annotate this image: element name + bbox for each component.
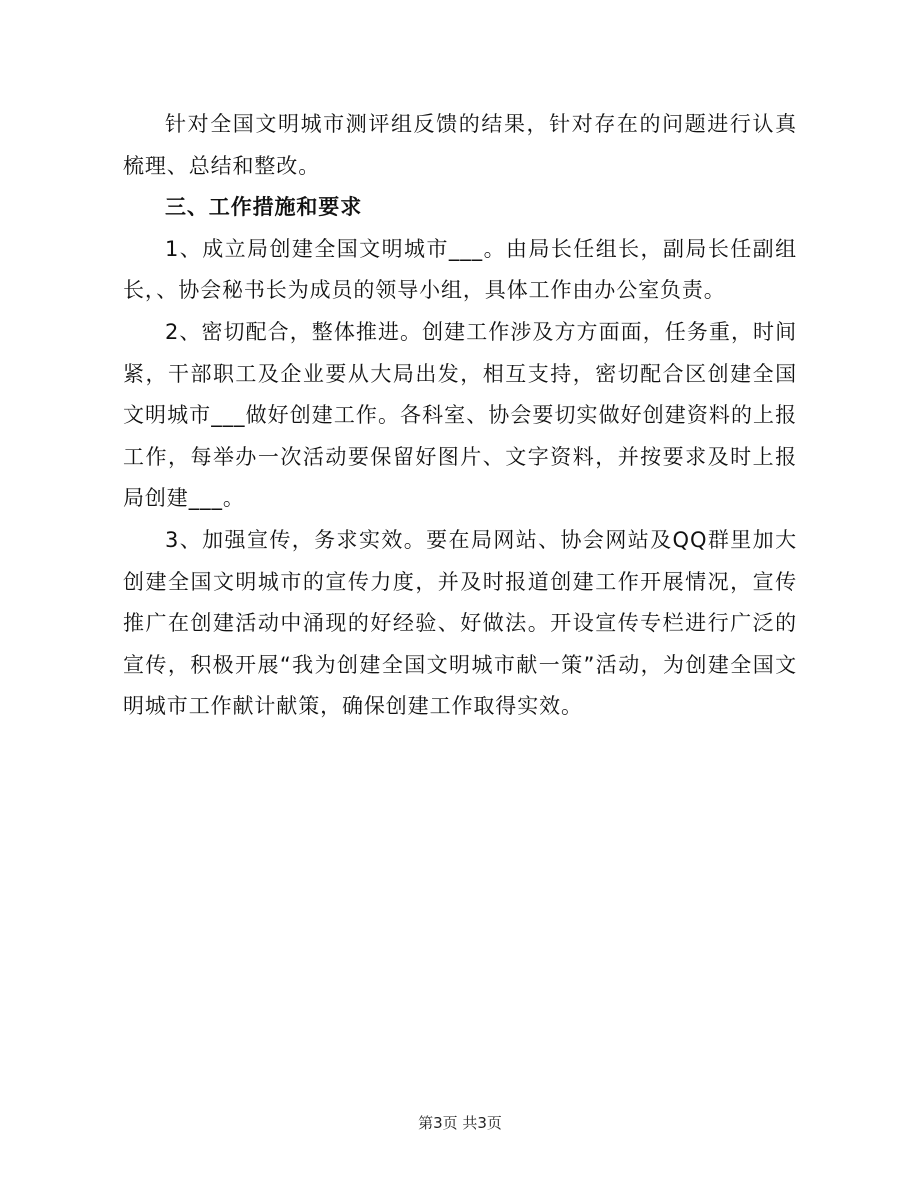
paragraph-item-1: 1、成立局创建全国文明城市___。由局长任组长，副局长任副组长，、协会秘书长为成员的领导小组，具体工作由办公室负责。: [123, 236, 797, 303]
section-heading: 三、工作措施和要求: [165, 195, 363, 220]
page-footer: 第3页 共3页: [418, 1114, 502, 1132]
paragraph-item-2: 2、密切配合，整体推进。创建工作涉及方方面面，任务重，时间紧，干部职工及企业要从大局出发，相互支持，密切配合区创建全国文明城市___做好创建工作。各科室、协会要切实做好创建资料的上报工作，每举办一次活动要保留好图片、文字资料，并按要求及时上报局创建___。: [123, 319, 797, 511]
paragraph-item-3: 3、加强宣传，务求实效。要在局网站、协会网站及QQ群里加大创建全国文明城市的宣传力度，并及时报道创建工作开展情况，宣传推广在创建活动中涌现的好经验、好做法。开设宣传专栏进行广泛的宣传，积极开展“我为创建全国文明城市献一策”活动，为创建全国文明城市工作献计献策，确保创建工作取得实效。: [123, 527, 797, 719]
paragraph-feedback: 针对全国文明城市测评组反馈的结果，针对存在的问题进行认真梳理、总结和整改。: [123, 112, 797, 178]
document-body: [123, 104, 797, 728]
